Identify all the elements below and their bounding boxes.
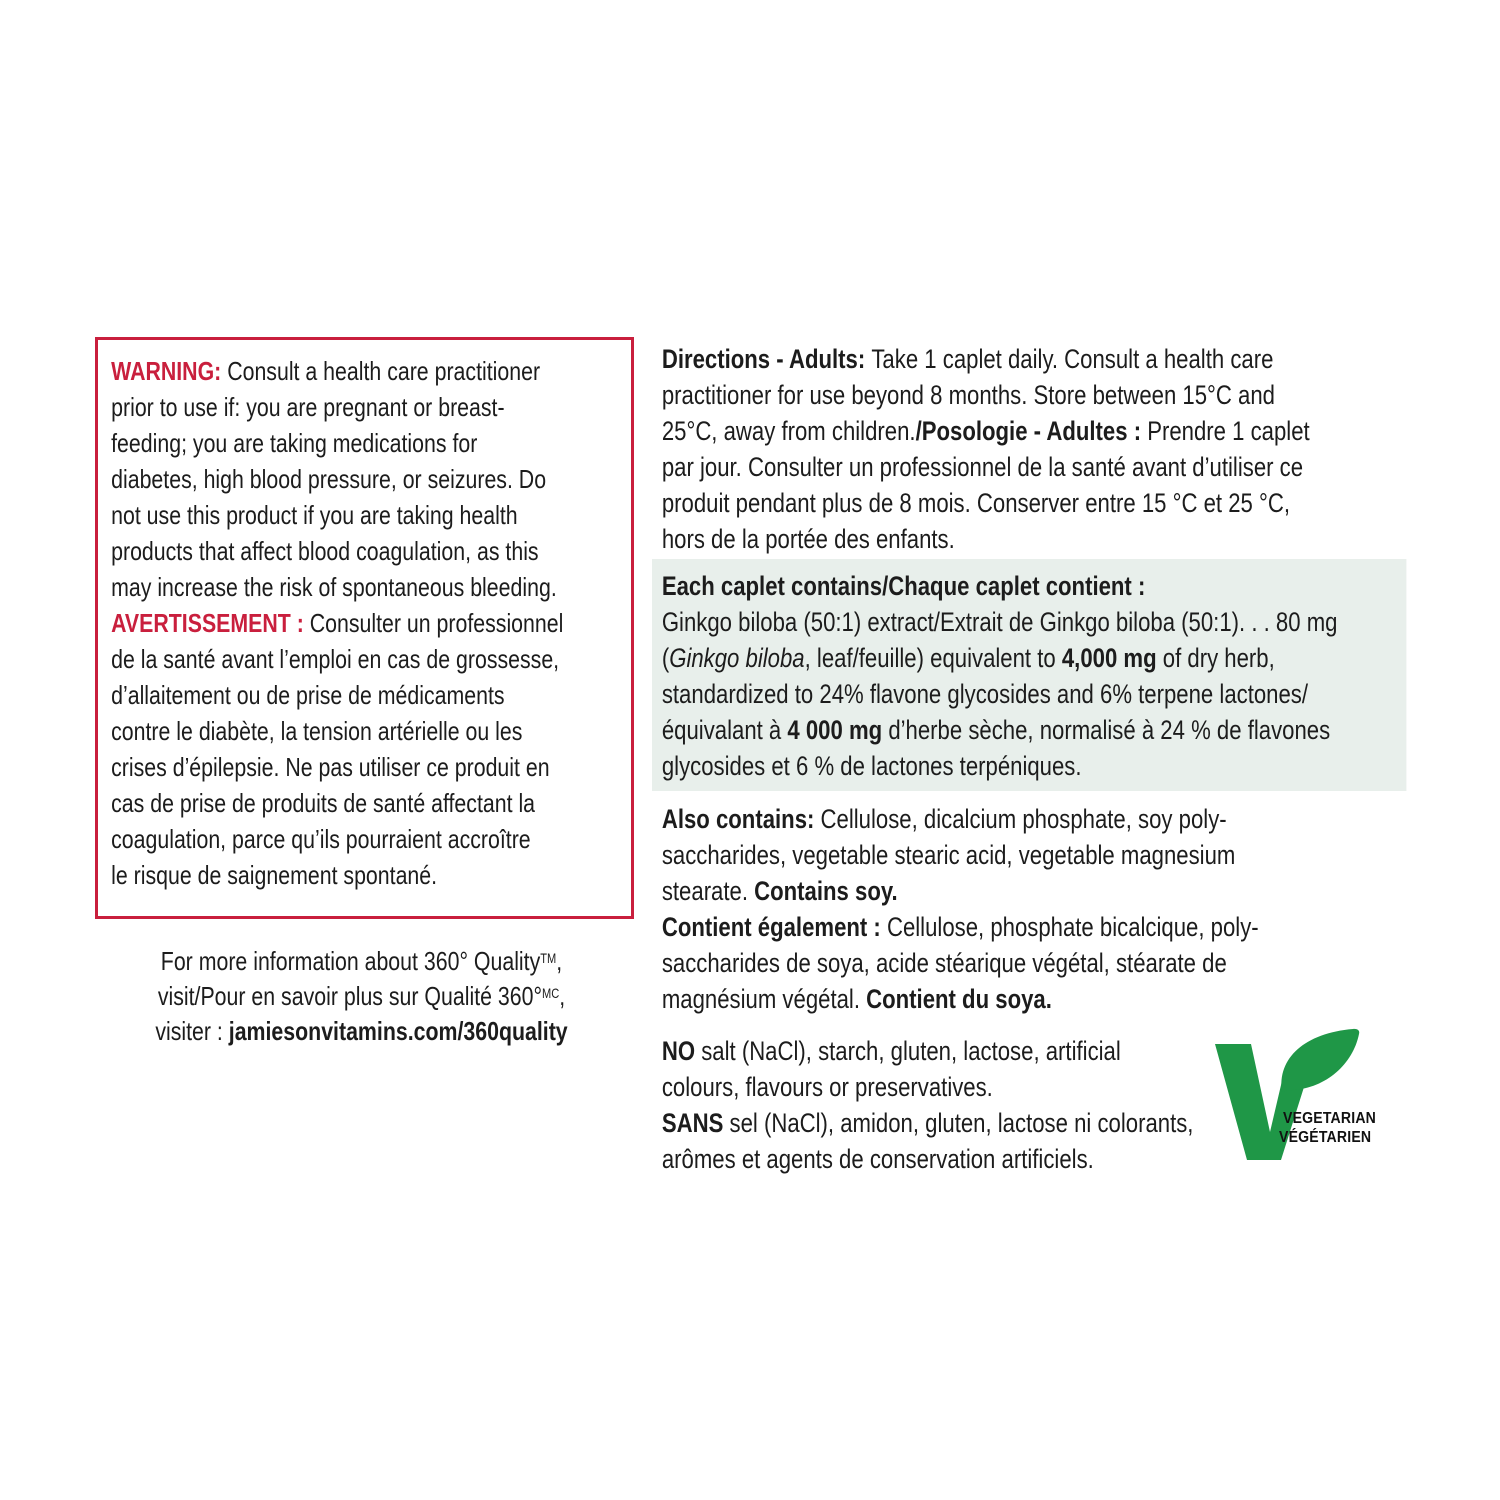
text-segment: Prendre 1 caplet (1147, 416, 1310, 446)
text-segment: colours, flavours or preservatives. (661, 1072, 993, 1102)
text-segment: Directions - Adults: (661, 344, 872, 374)
text-segment: standardized to 24% flavone glycosides and 6% terpene lactones/ (661, 679, 1309, 709)
text-line (662, 449, 1407, 485)
text-line (662, 640, 1397, 676)
text-segment: products that affect blood coagulation, as this (111, 536, 539, 566)
text-line (662, 676, 1397, 712)
text-segment: Contains soy. (754, 876, 898, 906)
text-segment: Each caplet contains/Chaque caplet contient : (661, 571, 1146, 601)
text-segment: hors de la portée des enfants. (661, 524, 955, 554)
text-segment: arômes et agents de conservation artificiels. (661, 1144, 1094, 1174)
text-line (111, 713, 644, 749)
text-segment: glycosides et 6 % de lactones terpéniques. (661, 751, 1082, 781)
text-segment: visit/Pour en savoir plus sur Qualité 360° (157, 981, 543, 1011)
text-segment: d’herbe sèche, normalisé à 24 % de flavones (882, 715, 1331, 745)
text-segment: contre le diabète, la tension artérielle ou les (111, 716, 523, 746)
text-segment: magnésium végétal. (661, 984, 867, 1014)
ingredients-box (652, 559, 1406, 791)
text-line (662, 748, 1397, 784)
text-segment: practitioner for use beyond 8 months. Store between 15°C and (661, 380, 1275, 410)
text-segment: d’allaitement ou de prise de médicaments (111, 680, 505, 710)
text-line (662, 981, 1407, 1017)
text-segment: Also contains: (661, 804, 821, 834)
text-line (111, 425, 644, 461)
text-line (111, 497, 644, 533)
vegetarian-v-leaf-icon (1213, 1028, 1405, 1168)
text-line (662, 485, 1407, 521)
text-segment: jamiesonvitamins.com/360quality (228, 1016, 568, 1046)
text-segment: Contient également : (661, 912, 887, 942)
text-segment: saccharides, vegetable stearic acid, vegetable magnesium (661, 840, 1236, 870)
text-segment: diabetes, high blood pressure, or seizures. Do (111, 464, 547, 494)
text-line (111, 533, 644, 569)
text-segment: saccharides de soya, acide stéarique végétal, stéarate de (661, 948, 1227, 978)
text-segment: Take 1 caplet daily. Consult a health care (871, 344, 1274, 374)
text-segment: feeding; you are taking medications for (111, 428, 478, 458)
text-line (662, 909, 1407, 945)
text-segment: salt (NaCl), starch, gluten, lactose, artificial (701, 1036, 1121, 1066)
text-line (662, 341, 1407, 377)
text-line (111, 569, 644, 605)
text-line (662, 873, 1407, 909)
text-line (111, 353, 644, 389)
text-line (111, 749, 644, 785)
warning-text (98, 340, 644, 893)
text-segment: , leaf/feuille) equivalent to (804, 643, 1062, 673)
text-segment: AVERTISSEMENT : (111, 608, 310, 638)
quality-info (95, 944, 628, 1049)
text-segment: 4 000 mg (787, 715, 883, 745)
text-segment: Cellulose, phosphate bicalcique, poly- (886, 912, 1259, 942)
text-line (111, 605, 644, 641)
text-line (111, 389, 644, 425)
text-segment: For more information about 360° Quality (160, 946, 541, 976)
text-segment: Ginkgo biloba (50:1) extract/Extrait de Ginkgo biloba (50:1). . . 80 mg (661, 607, 1338, 637)
text-segment: le risque de saignement spontané. (111, 860, 438, 890)
text-line (95, 1014, 628, 1049)
text-segment: SANS (661, 1108, 730, 1138)
text-segment: Cellulose, dicalcium phosphate, soy poly- (820, 804, 1227, 834)
text-line (111, 821, 644, 857)
text-segment: Consult a health care practitioner (227, 356, 541, 386)
text-line (111, 857, 644, 893)
vegetarian-label-en: VEGETARIAN (1283, 1110, 1377, 1127)
text-line (662, 801, 1407, 837)
text-line (111, 641, 644, 677)
vegetarian-label-fr: VÉGÉTARIEN (1279, 1129, 1372, 1146)
text-segment: par jour. Consulter un professionnel de la santé avant d’utiliser ce (661, 452, 1304, 482)
text-segment: , (559, 981, 566, 1011)
quality-info-text (95, 944, 628, 1049)
text-segment: ( (661, 643, 670, 673)
text-segment: visiter : (155, 1016, 229, 1046)
text-segment: 4,000 mg (1061, 643, 1157, 673)
text-segment: sel (NaCl), amidon, gluten, lactose ni colorants, (729, 1108, 1194, 1138)
text-line (111, 677, 644, 713)
text-line (662, 568, 1397, 604)
directions-text (652, 341, 1406, 557)
text-segment: MC (542, 985, 560, 1001)
text-segment: Consulter un professionnel (309, 608, 564, 638)
text-line (662, 521, 1407, 557)
text-segment: TM (540, 950, 557, 966)
text-segment: , (556, 946, 563, 976)
text-segment: /Posologie - Adultes : (915, 416, 1148, 446)
text-segment: not use this product if you are taking health (111, 500, 518, 530)
text-segment: produit pendant plus de 8 mois. Conserver entre 15 °C et 25 °C, (661, 488, 1290, 518)
text-line (662, 377, 1407, 413)
text-line (111, 461, 644, 497)
text-segment: crises d’épilepsie. Ne pas utiliser ce produit en (111, 752, 550, 782)
text-line (662, 945, 1407, 981)
warning-box (95, 337, 634, 919)
text-segment: may increase the risk of spontaneous bleeding. (111, 572, 557, 602)
text-line (662, 712, 1397, 748)
text-line (95, 944, 628, 979)
text-line (662, 604, 1397, 640)
text-segment: Ginkgo biloba (669, 643, 805, 673)
text-segment: of dry herb, (1156, 643, 1275, 673)
text-segment: Contient du soya. (866, 984, 1052, 1014)
text-segment: prior to use if: you are pregnant or breast- (111, 392, 505, 422)
text-segment: de la santé avant l’emploi en cas de grossesse, (111, 644, 560, 674)
text-line (662, 413, 1407, 449)
also-contains-text (652, 801, 1406, 1017)
text-line (662, 837, 1407, 873)
vegetarian-logo (1213, 1028, 1405, 1168)
text-segment: cas de prise de produits de santé affectant la (111, 788, 536, 818)
text-segment: coagulation, parce qu’ils pourraient accroître (111, 824, 531, 854)
text-segment: équivalant à (661, 715, 788, 745)
text-line (95, 979, 628, 1014)
text-line (111, 785, 644, 821)
text-segment: 25°C, away from children. (661, 416, 916, 446)
text-segment: stearate. (661, 876, 755, 906)
text-segment: NO (661, 1036, 702, 1066)
text-segment: WARNING: (111, 356, 228, 386)
